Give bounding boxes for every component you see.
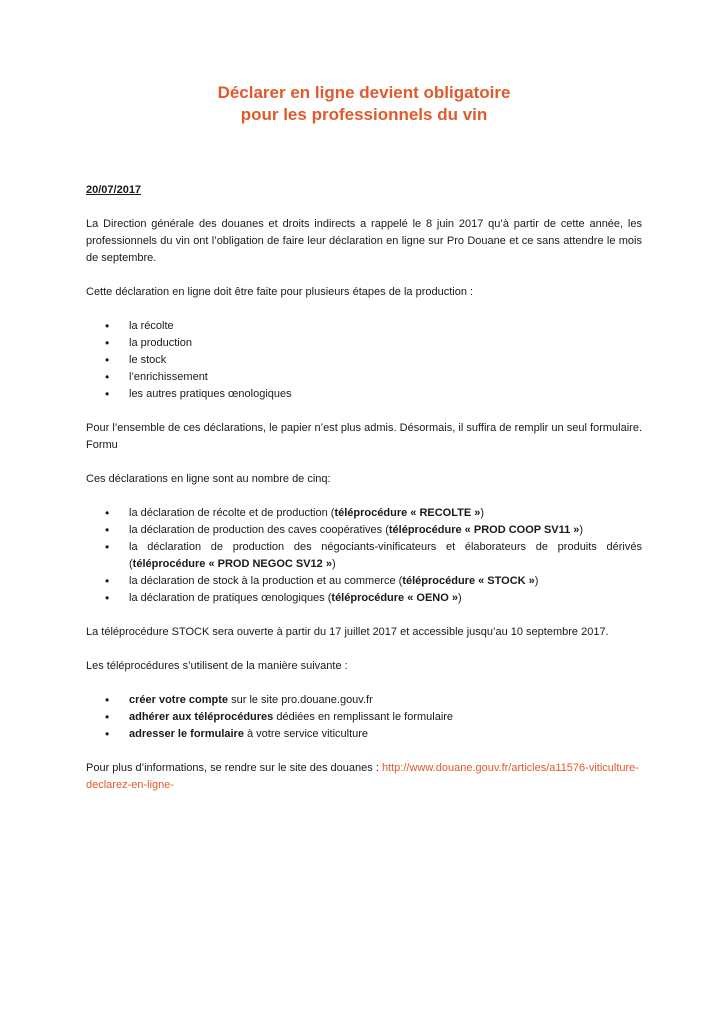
- title-line-1: Déclarer en ligne devient obligatoire: [217, 83, 511, 102]
- list-item: • la déclaration de production des négociants-vinificateurs et élaborateurs de produits dérivés (téléprocédure « PROD NEGOC SV12 »): [86, 539, 642, 573]
- usage-intro: Les téléprocédures s’utilisent de la manière suivante :: [86, 660, 348, 672]
- list-item: • la déclaration de production des caves coopératives (téléprocédure « PROD COOP SV11 »): [86, 522, 642, 539]
- stock-note-paragraph: La téléprocédure STOCK sera ouverte à partir du 17 juillet 2017 et accessible jusqu’au 10 septembre 2017.: [86, 626, 609, 638]
- douane-article-link[interactable]: http://www.douane.gouv.fr/articles/a11576-viticulture-declarez-en-ligne-: [86, 762, 639, 791]
- list-item: • l’enrichissement: [86, 369, 642, 386]
- title-line-2: pour les professionnels du vin: [240, 105, 488, 124]
- list-item: • créer votre compte sur le site pro.douane.gouv.fr: [86, 692, 642, 709]
- list-item: • adhérer aux téléprocédures dédiées en remplissant le formulaire: [86, 709, 642, 726]
- more-info-paragraph: Pour plus d’informations, se rendre sur le site des douanes : http://www.douane.gouv.fr/articles/a11576-viticulture-declarez-en-ligne-: [86, 762, 639, 791]
- list-item: • la récolte: [86, 318, 642, 335]
- document-title: [86, 82, 642, 126]
- list-item: • la production: [86, 335, 642, 352]
- list-item: • la déclaration de récolte et de production (téléprocédure « RECOLTE »): [86, 505, 642, 522]
- list-item: • adresser le formulaire à votre service viticulture: [86, 726, 642, 743]
- declarations-intro: Ces déclarations en ligne sont au nombre de cinq:: [86, 473, 331, 485]
- list-item: • le stock: [86, 352, 642, 369]
- steps-list: [86, 318, 642, 403]
- paper-note-paragraph: Pour l’ensemble de ces déclarations, le papier n’est plus admis. Désormais, il suffira de remplir un seul formulaire. Formu: [86, 422, 642, 451]
- intro-paragraph: La Direction générale des douanes et droits indirects a rappelé le 8 juin 2017 qu’à partir de cette année, les professionnels du vin ont l’obligation de faire leur déclaration en ligne sur Pro Douane et ce sans attendre le mois de septembre.: [86, 218, 642, 264]
- document-page: [86, 82, 642, 811]
- list-item: • les autres pratiques œnologiques: [86, 386, 642, 403]
- declarations-list: [86, 505, 642, 607]
- steps-intro: Cette déclaration en ligne doit être faite pour plusieurs étapes de la production :: [86, 286, 474, 298]
- list-item: • la déclaration de stock à la production et au commerce (téléprocédure « STOCK »): [86, 573, 642, 590]
- publication-date: 20/07/2017: [86, 184, 142, 196]
- usage-list: [86, 692, 642, 743]
- list-item: • la déclaration de pratiques œnologiques (téléprocédure « OENO »): [86, 590, 642, 607]
